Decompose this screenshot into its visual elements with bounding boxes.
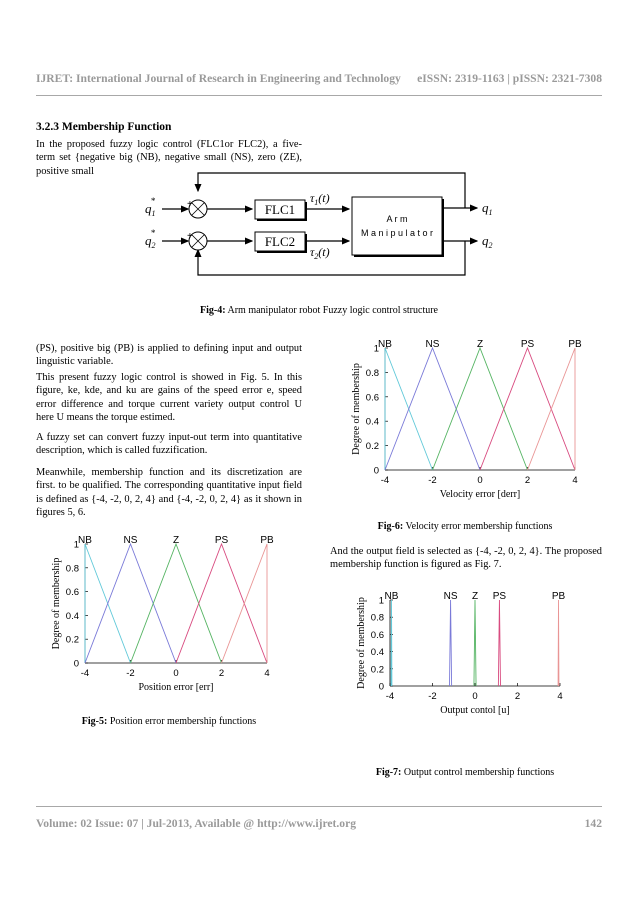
fig4-caption: Fig-4: Arm manipulator robot Fuzzy logic control structure: [200, 305, 438, 316]
x-tick-label: 4: [572, 475, 578, 486]
fig4-block-diagram: [130, 165, 520, 295]
series-line-z: [474, 600, 476, 686]
svg-text:A r m: A r m: [386, 214, 408, 224]
section-title: 3.2.3 Membership Function: [36, 121, 172, 133]
tau2-label: $\tau_2(t)$: [310, 245, 330, 261]
series-label-nb: NB: [384, 591, 399, 602]
series-line-z: [433, 348, 528, 470]
header-divider: [36, 95, 602, 96]
x-tick-label: 2: [524, 475, 531, 486]
input-q1-star: $q_1*$: [145, 196, 156, 218]
svg-text:+: +: [187, 199, 193, 210]
series-label-ns: NS: [425, 340, 440, 350]
series-label-nb: NB: [78, 535, 92, 546]
journal-title: IJRET: International Journal of Research in Engineering and Technology: [36, 72, 401, 85]
x-tick-label: -4: [80, 668, 90, 679]
x-tick-label: -4: [385, 691, 395, 702]
y-axis-label: Degree of membership: [351, 363, 362, 455]
x-axis-label: Velocity error [derr]: [439, 489, 521, 500]
x-tick-label: -2: [428, 691, 437, 702]
output-q2: $q_2$: [482, 233, 493, 250]
journal-header: [36, 72, 602, 85]
y-tick-label: 0.8: [365, 367, 379, 379]
series-label-ns: NS: [123, 535, 138, 546]
series-label-z: Z: [172, 535, 180, 546]
arm-manipulator-block: [352, 197, 443, 257]
paragraph-4: Meanwhile, membership function and its discretization are first. to be qualified. The corresponding quantitative input field is defined as {-4, -2, 0, 2, 4} and {-4, -2, 0, 2, 4} as it shown in figures 5, 6.: [36, 467, 302, 518]
y-tick-label: 0.8: [370, 612, 384, 624]
y-tick-label: 1: [378, 595, 384, 607]
series-label-z: Z: [471, 591, 479, 602]
svg-text:FLC1: FLC1: [264, 202, 296, 217]
summing-junction-2: [187, 231, 207, 250]
paragraph-5: And the output field is selected as {-4, -2, 0, 2, 4}. The proposed membership function is figured as Fig. 7.: [330, 546, 602, 571]
issn-info: eISSN: 2319-1163 | pISSN: 2321-7308: [417, 72, 602, 85]
series-line-ns: [85, 544, 176, 663]
x-tick-label: 4: [557, 691, 563, 702]
fig5-caption: Fig-5: Position error membership functions: [81, 716, 257, 727]
paragraph-3: A fuzzy set can convert fuzzy input-out term into quantitative description, which is called fuzzification.: [36, 432, 302, 457]
page-footer: [36, 817, 602, 830]
y-tick-label: 0.2: [370, 664, 384, 676]
y-tick-label: 0: [373, 465, 379, 477]
x-tick-label: -4: [380, 475, 390, 486]
page-number: 142: [584, 817, 602, 830]
y-tick-label: 0.4: [365, 416, 379, 428]
y-tick-label: 0: [73, 658, 79, 670]
series-label-z: Z: [476, 340, 484, 350]
series-line-ns: [450, 600, 452, 686]
x-axis-label: Position error [err]: [138, 682, 214, 693]
series-line-ps: [498, 600, 500, 686]
fig7-output-control-chart: [345, 590, 570, 755]
fig5-position-error-chart: [45, 535, 280, 710]
series-label-ns: NS: [443, 591, 458, 602]
footer-divider: [36, 806, 602, 807]
footer-volume-info: Volume: 02 Issue: 07 | Jul-2013, Available @ http://www.ijret.org: [36, 817, 357, 830]
flc1-block: [255, 200, 306, 221]
fig7-caption: Fig-7: Output control membership functions: [375, 767, 555, 778]
x-tick-label: 4: [264, 668, 270, 679]
y-tick-label: 0.6: [365, 392, 379, 404]
y-tick-label: 0.4: [65, 610, 79, 622]
y-tick-label: 1: [73, 539, 79, 551]
series-line-ps: [176, 544, 267, 663]
series-line-ps: [480, 348, 575, 470]
series-line-pb: [558, 600, 559, 686]
paragraph-2: This present fuzzy logic control is showed in Fig. 5. In this figure, ke, kde, and ku are gains of the speed error e, speed error difference and torque current variety output control U here U means the torque estimed.: [36, 372, 302, 423]
series-line-ns: [385, 348, 480, 470]
x-tick-label: 2: [514, 691, 521, 702]
series-line-z: [131, 544, 222, 663]
series-label-pb: PB: [551, 591, 566, 602]
x-tick-label: -2: [126, 668, 135, 679]
x-tick-label: 0: [173, 668, 179, 679]
fig6-caption: Fig-6: Velocity error membership functions: [377, 521, 553, 532]
svg-text:+: +: [187, 231, 193, 242]
y-tick-label: 0.6: [370, 629, 384, 641]
fig6-velocity-error-chart: [345, 340, 600, 515]
svg-text:FLC2: FLC2: [264, 234, 296, 249]
y-tick-label: 0.2: [65, 634, 79, 646]
y-tick-label: 0.2: [365, 441, 379, 453]
paragraph-1: (PS), positive big (PB) is applied to defining input and output linguistic variable.: [36, 343, 302, 368]
x-axis-label: Output contol [u]: [440, 705, 510, 716]
summing-junction-1: [187, 199, 207, 218]
input-q2-star: $q_2*$: [145, 228, 156, 250]
series-label-ps: PS: [214, 535, 229, 546]
y-axis-label: Degree of membership: [356, 597, 367, 689]
y-axis-label: Degree of membership: [51, 557, 62, 650]
x-tick-label: 2: [218, 668, 225, 679]
y-tick-label: 0: [378, 681, 384, 693]
series-line-nb: [391, 600, 392, 686]
series-label-pb: PB: [568, 340, 582, 350]
tau1-label: $\tau_1(t)$: [310, 191, 330, 207]
x-tick-label: 0: [472, 691, 478, 702]
x-tick-label: -2: [428, 475, 437, 486]
x-tick-label: 0: [477, 475, 483, 486]
series-label-nb: NB: [378, 340, 392, 350]
y-tick-label: 1: [373, 343, 379, 355]
series-label-ps: PS: [492, 591, 507, 602]
output-q1: $q_1$: [482, 200, 493, 217]
y-tick-label: 0.6: [65, 587, 79, 599]
y-tick-label: 0.4: [370, 647, 384, 659]
flc2-block: [255, 232, 306, 253]
series-label-ps: PS: [520, 340, 535, 350]
svg-text:M a n i p u l a t o r: M a n i p u l a t o r: [360, 228, 434, 238]
series-label-pb: PB: [260, 535, 274, 546]
y-tick-label: 0.8: [65, 563, 79, 575]
paragraph-intro: In the proposed fuzzy logic control (FLC1or FLC2), a five-term set {negative big (NB), negative small (NS), zero (ZE), positive small: [36, 139, 302, 177]
